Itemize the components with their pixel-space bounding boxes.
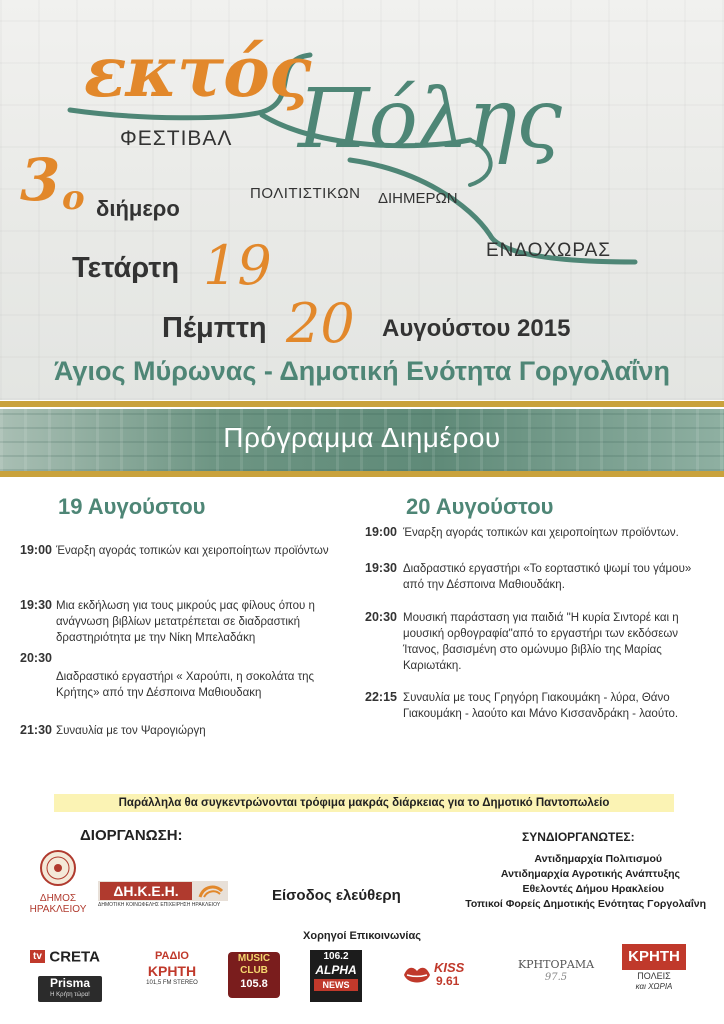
event-line: Μουσική παράσταση για παιδιά "Η κυρία Σιντορέ και η [403,612,679,624]
co-organizer-item: Αντιδημαρχία Πολιτισμού [534,853,662,865]
alpha-news-logo [310,950,362,1002]
co-organizer-item: Τοπικοί Φορείς Δημοτικής Ενότητας Γοργολαΐνη [465,898,706,910]
radio-kriti-line1: ΡΑΔΙΟ [155,950,189,962]
kritorama-name: ΚΡΗΤΟΡΑΜΑ [517,958,595,971]
kiss-freq: 9.61 [436,974,460,988]
organizers-heading: ΔΙΟΡΓΑΝΩΣΗ: [80,827,183,844]
day1-number: 19 [203,234,272,297]
program-banner [0,409,724,471]
event-line: Συναυλία με τον Ψαρογιώργη [56,725,206,737]
alpha-freq: 106.2 [323,951,349,962]
location-line: Άγιος Μύρωνας - Δημοτική Ενότητα Γοργολαΐνη [53,356,671,386]
event-description [56,669,356,701]
event-line: από την Δέσποινα Μαθιουδάκη. [403,579,565,591]
event-description [403,525,719,541]
kriti-magazine-logo [622,944,686,1002]
co-organizers-heading: ΣΥΝΔΙΟΡΓΑΝΩΤΕΣ: [522,830,635,844]
dikeh-logo-text: ΔΗ.Κ.Ε.Η. [100,882,192,900]
event-time: 19:00 [20,543,52,557]
dikeh-subtitle: ΔΗΜΟΤΙΚΗ ΚΟΙΝΩΦΕΛΗΣ ΕΠΙΧΕΙΡΗΣΗ ΗΡΑΚΛΕΙΟΥ [98,902,221,908]
event-line: Γιακουμάκη - λαούτο και Μάνο Κισσανδράκη - λαούτο. [403,708,679,720]
radio-kriti-freq: 101,5 FM STEREO [146,980,198,986]
kriti-magazine-line2: ΠΟΛΕΙΣ [637,971,671,981]
kiss-lips-icon [402,962,432,988]
kriti-magazine-line3: και ΧΩΡΙΑ [635,982,673,991]
event-line: ανάγνωση βιβλίων μετατρέπεται σε διαδραστική [56,616,301,628]
edition-suffix: ο [62,178,85,218]
kritorama-logo [516,958,596,994]
event-line: Συναυλία με τους Γρηγόρη Γιακουμάκη - λύρα, Θάνο [403,692,670,704]
day1-name: Τετάρτη [72,252,180,284]
tvcreta-tv-mark: tv [30,950,45,963]
prisma-logo [38,976,102,1002]
logo-ektos-text: εκτός [84,30,311,113]
schedule-section [0,477,724,795]
kiss-name: KISS [434,960,465,975]
event-line: Ίτανος, βασισμένη στο ομώνυμο βιβλίο της Μαρίας [403,644,662,656]
tvcreta-text: CRETA [49,948,100,966]
festival-header [0,0,724,400]
day2-name: Πέμπτη [162,312,267,344]
inland-word: ΕΝΔΟΧΩΡΑΣ [486,240,612,261]
co-organizer-item: Εθελοντές Δήμου Ηρακλείου [522,883,664,895]
music-club-logo [228,952,280,998]
event-description [56,723,356,739]
event-description [403,690,719,722]
municipality-line1: ΔΗΜΟΣ [39,893,77,904]
kriti-magazine-name: ΚΡΗΤΗ [622,944,686,970]
prisma-text: Prisma [49,976,91,990]
event-description [403,610,719,674]
municipality-seal-icon [22,848,94,888]
gold-divider-top [0,401,724,407]
edition-word: διήμερο [96,196,180,221]
sponsors-title: Χορηγοί Επικοινωνίας [303,930,421,942]
radio-kriti-line2: ΚΡΗΤΗ [147,963,197,979]
event-line: Διαδραστικό εργαστήρι «Το εορταστικό ψωμί του γάμου» [403,563,692,575]
radio-kriti-logo [144,950,200,1002]
event-time: 19:30 [365,561,397,575]
alpha-news: NEWS [314,979,358,991]
music-club-line1: MUSIC [237,953,271,964]
music-club-freq: 105.8 [240,978,268,990]
co-organizer-item: Αντιδημαρχία Αγροτικής Ανάπτυξης [500,868,680,880]
event-time: 20:30 [365,610,397,624]
event-line: Κρήτης» από την Δέσποινα Μαθιουδακη [56,687,262,699]
event-time: 22:15 [365,690,397,704]
dikeh-logo [98,881,228,911]
event-line: δραστηριότητα με την Νίκη Μπελαδάκη [56,632,256,644]
municipality-logo [22,848,94,915]
event-line: Μια εκδήλωση για τους μικρούς μας φίλους όπου η [56,600,315,612]
cultural-word: ΠΟΛΙΤΙΣΤΙΚΩΝ [250,185,361,202]
logo-polis-text: Πόλης [298,72,561,167]
event-time: 21:30 [20,723,52,737]
days-word: ΔΙΗΜΕΡΩΝ [378,190,458,207]
day1-heading: 19 Αυγούστου [58,494,206,519]
event-line: Καριωτάκη. [403,660,462,672]
alpha-name: ALPHA [315,963,357,977]
kritorama-freq: 97.5 [544,972,568,983]
event-line: Διαδραστικό εργαστήρι « Χαρούπι, η σοκολάτα της [56,671,315,683]
edition-number: 3 [20,146,61,214]
event-time: 20:30 [20,651,52,665]
prisma-tagline: Η Κρήτη τώρα! [50,992,90,998]
municipality-line2: ΗΡΑΚΛΕΙΟΥ [29,904,87,915]
day2-number: 20 [286,292,355,355]
event-description [56,543,356,559]
event-description [403,561,719,593]
sponsors-section [0,922,724,1024]
program-title: Πρόγραμμα Διημέρου [223,422,501,453]
dikeh-swirl-icon [198,883,224,899]
event-line: μουσική ορθογραφία"από το εργαστήρι των εκδόσεων [403,628,679,640]
event-time: 19:00 [365,525,397,539]
event-time: 19:30 [20,598,52,612]
festival-word: ΦΕΣΤΙΒΑΛ [120,127,233,150]
event-description [56,598,356,646]
kiss-logo [402,958,474,994]
notice-banner: Παράλληλα θα συγκεντρώνονται τρόφιμα μακράς διάρκειας για το Δημοτικό Παντοπωλείο [54,794,674,812]
tvcreta-logo [30,948,120,966]
event-line: Έναρξη αγοράς τοπικών και χειροποίητων προϊόντων. [403,527,679,539]
event-line: Έναρξη αγοράς τοπικών και χειροποίητων προϊόντων [56,545,329,557]
entry-free-text: Είσοδος ελεύθερη [272,887,401,904]
music-club-line2: CLUB [240,965,268,976]
day2-heading: 20 Αυγούστου [406,494,554,519]
month-year: Αυγούστου 2015 [382,315,571,342]
